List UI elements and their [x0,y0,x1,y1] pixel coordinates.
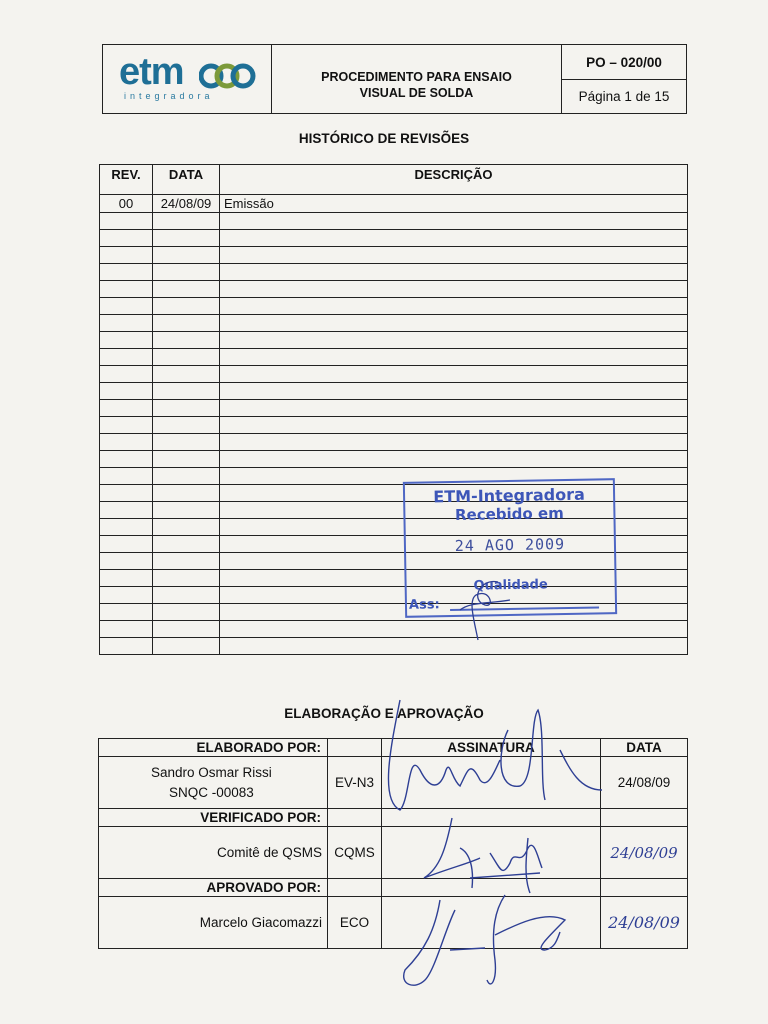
table-row [100,264,688,281]
date-cell [153,264,220,281]
description-cell [220,213,688,230]
verified-role: CQMS [328,827,382,879]
table-row [100,315,688,332]
stamp-initials-signature [440,560,530,650]
table-row [100,621,688,638]
date-cell [153,587,220,604]
stamp-company: ETM-Integradora [433,484,586,507]
date-cell [153,298,220,315]
approved-header-row [99,879,688,897]
rev-cell [100,621,153,638]
date-cell [153,621,220,638]
column-header-description: DESCRIÇÃO [220,165,688,195]
table-row [100,417,688,434]
rev-cell [100,281,153,298]
page-info: Página 1 de 15 [578,89,670,104]
rev-cell: 00 [100,195,153,213]
date-cell [153,400,220,417]
description-cell [220,366,688,383]
rev-cell [100,536,153,553]
column-header-date: DATA [153,165,220,195]
table-row [100,332,688,349]
title-line-2: VISUAL DE SOLDA [359,86,474,100]
empty-cell [601,809,688,827]
date-header: DATA [601,739,688,757]
rev-cell [100,315,153,332]
description-cell [220,349,688,366]
rev-cell [100,434,153,451]
verified-row [99,827,688,879]
table-row [100,195,688,213]
logo-rings-icon [199,61,259,91]
prepared-by-cert: SNQC -00083 [169,784,254,800]
rev-cell [100,332,153,349]
verified-date-handwritten: 24/08/09 [610,843,678,862]
table-row [100,298,688,315]
company-logo [103,45,272,113]
date-cell [153,502,220,519]
description-cell [220,281,688,298]
date-cell [153,468,220,485]
date-cell [153,315,220,332]
date-cell [153,570,220,587]
description-cell [220,230,688,247]
date-cell [153,638,220,655]
rev-cell [100,400,153,417]
date-cell [153,332,220,349]
table-row [100,383,688,400]
rev-cell [100,417,153,434]
rev-cell [100,264,153,281]
date-cell: 24/08/09 [153,195,220,213]
document-meta [562,45,686,113]
document-header [102,44,687,114]
date-cell [153,247,220,264]
date-cell [153,519,220,536]
approved-by-header: APROVADO POR: [99,879,328,897]
document-code: PO – 020/00 [562,45,686,80]
table-row [100,247,688,264]
approved-date-cell [601,897,688,949]
rev-cell [100,604,153,621]
table-row [100,638,688,655]
prepared-date: 24/08/09 [601,757,688,809]
rev-cell [100,485,153,502]
revisions-header-row [100,165,688,195]
table-row [100,451,688,468]
stamp-received-label: Recebido em [454,504,564,524]
prepared-role: EV-N3 [328,757,382,809]
approved-signature [395,890,585,995]
verified-by-header: VERIFICADO POR: [99,809,328,827]
date-cell [153,451,220,468]
logo-text: etm [119,51,184,93]
table-row [100,434,688,451]
document-title [272,45,562,113]
approved-date-handwritten: 24/08/09 [608,913,680,932]
stamp-date: 24 AGO 2009 [454,535,566,555]
table-row [100,213,688,230]
table-row [100,400,688,417]
rev-cell [100,451,153,468]
rev-cell [100,468,153,485]
rev-cell [100,366,153,383]
title-line-1: PROCEDIMENTO PARA ENSAIO [321,70,512,84]
table-row [100,230,688,247]
description-cell [220,451,688,468]
stamp-signature-label: Ass: [408,597,440,613]
description-cell [220,298,688,315]
rev-cell [100,638,153,655]
verified-signature [410,808,570,898]
date-cell [153,417,220,434]
date-cell [153,485,220,502]
date-cell [153,366,220,383]
logo-subtitle: integradora [124,91,214,101]
prepared-by-header: ELABORADO POR: [99,739,328,757]
description-cell [220,400,688,417]
rev-cell [100,519,153,536]
date-cell [153,434,220,451]
rev-cell [100,502,153,519]
rev-cell [100,247,153,264]
approved-by-name: Marcelo Giacomazzi [99,897,328,949]
description-cell [220,247,688,264]
stamp-department: Qualidade [473,577,548,594]
description-cell [220,332,688,349]
empty-cell [601,879,688,897]
approved-role: ECO [328,897,382,949]
approval-section-title: ELABORAÇÃO E APROVAÇÃO [284,706,484,721]
table-row [100,349,688,366]
rev-cell [100,570,153,587]
prepared-by-name: Sandro Osmar Rissi [151,764,272,780]
date-cell [153,383,220,400]
rev-cell [100,349,153,366]
revisions-section-title: HISTÓRICO DE REVISÕES [298,131,470,146]
description-cell [220,315,688,332]
table-row [100,281,688,298]
empty-cell [328,879,382,897]
description-cell: Emissão [220,195,688,213]
prepared-signature [370,690,610,820]
verified-date-cell [601,827,688,879]
description-cell [220,434,688,451]
date-cell [153,553,220,570]
date-cell [153,230,220,247]
date-cell [153,604,220,621]
date-cell [153,349,220,366]
description-cell [220,383,688,400]
column-header-rev: REV. [100,165,153,195]
approved-row [99,897,688,949]
prepared-by-cell [99,757,328,809]
date-cell [153,281,220,298]
verified-by-name: Comitê de QSMS [99,827,328,879]
table-row [100,366,688,383]
signature-header: ASSINATURA [382,739,601,757]
rev-cell [100,213,153,230]
date-cell [153,213,220,230]
rev-cell [100,383,153,400]
rev-cell [100,587,153,604]
description-cell [220,417,688,434]
date-cell [153,536,220,553]
rev-cell [100,298,153,315]
description-cell [220,264,688,281]
rev-cell [100,553,153,570]
rev-cell [100,230,153,247]
